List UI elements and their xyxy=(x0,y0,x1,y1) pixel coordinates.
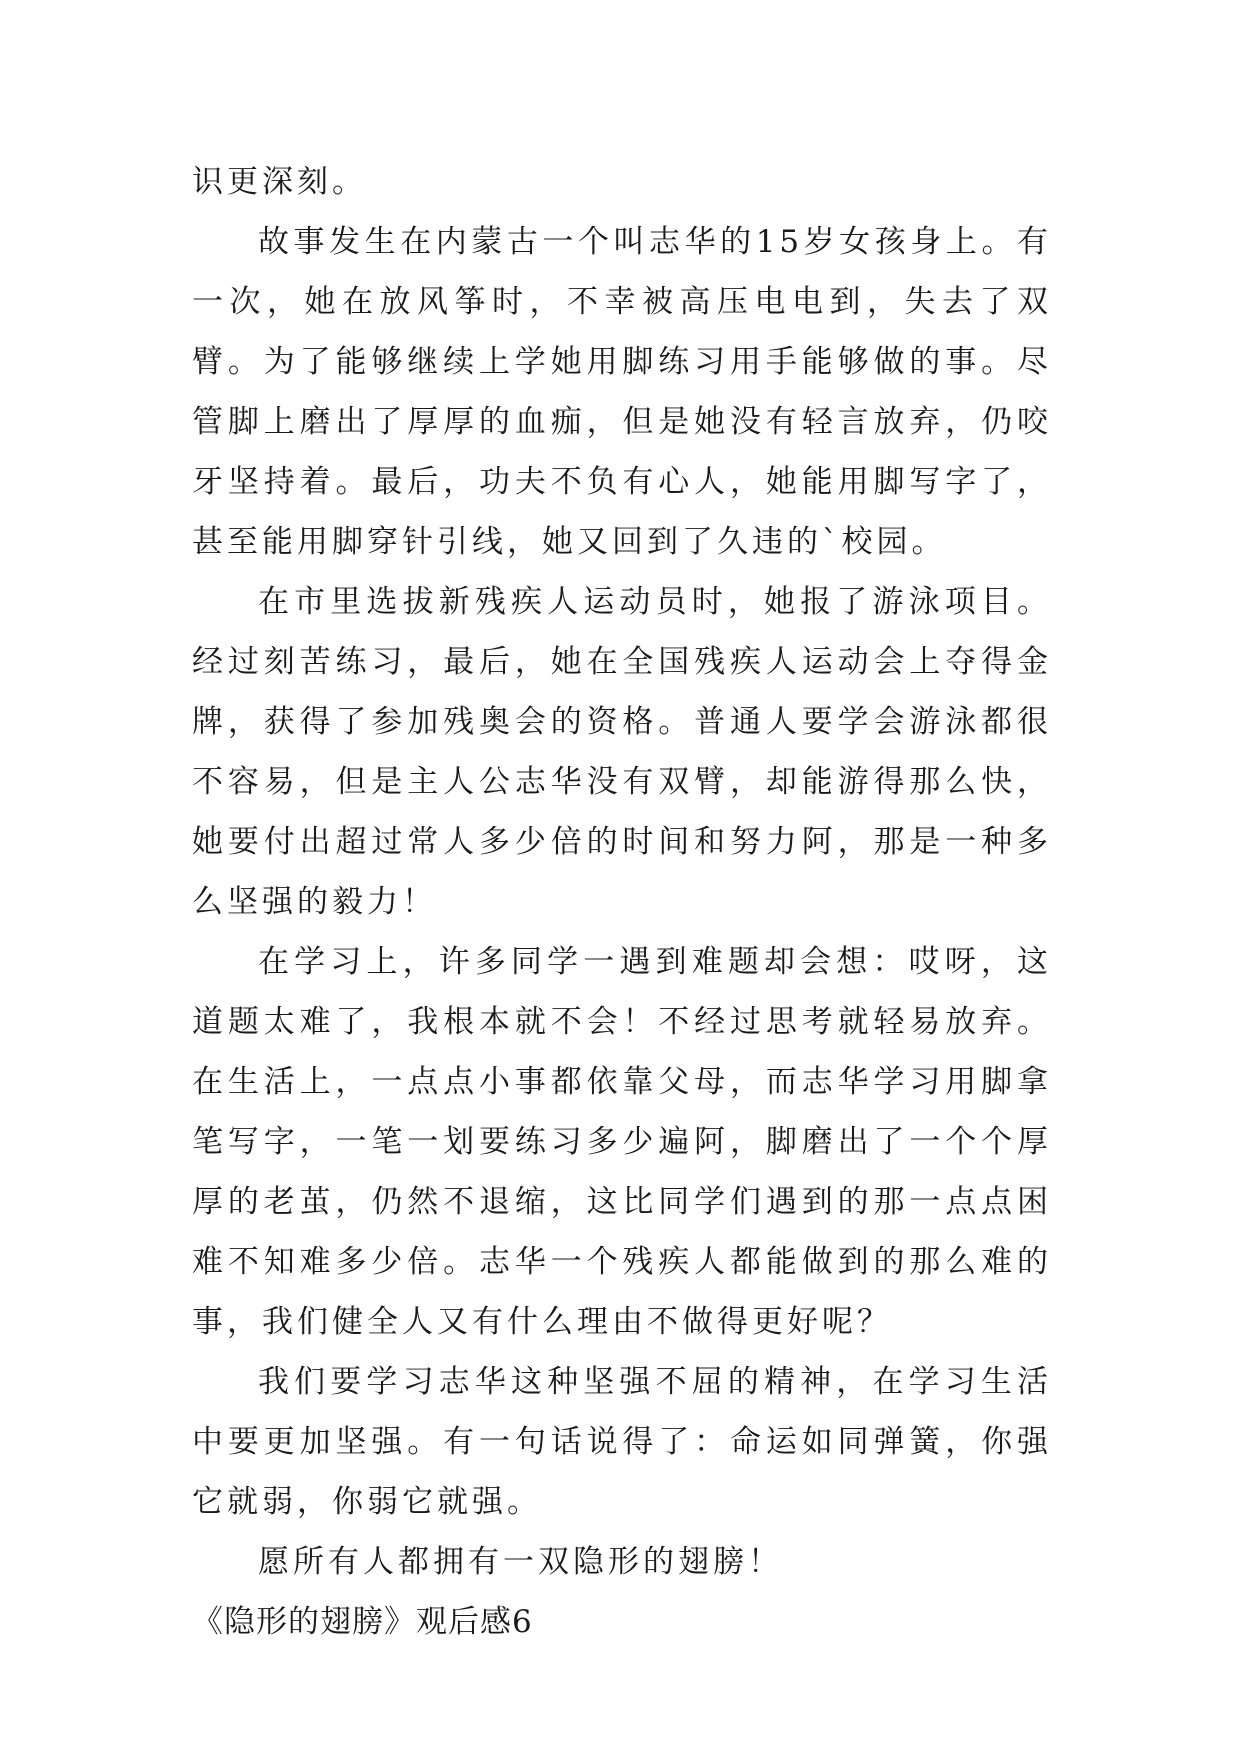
paragraph-story: 故事发生在内蒙古一个叫志华的15岁女孩身上。有一次，她在放风筝时，不幸被高压电电到，失去了双臂。为了能够继续上学她用脚练习用手能够做的事。尽管脚上磨出了厚厚的血痂，但是她没有轻言放弃，仍咬牙坚持着。最后，功夫不负有心人，她能用脚写字了，甚至能用脚穿针引线，她又回到了久违的`校园。 xyxy=(192,224,1052,560)
paragraph-wish: 愿所有人都拥有一双隐形的翅膀！ xyxy=(258,1544,783,1580)
document-body xyxy=(192,152,1052,1652)
paragraph-study-life: 在学习上，许多同学一遇到难题却会想：哎呀，这道题太难了，我根本就不会！不经过思考就轻易放弃。在生活上，一点点小事都依靠父母，而志华学习用脚拿笔写字，一笔一划要练习多少遍阿，脚磨出了一个个厚厚的老茧，仍然不退缩，这比同学们遇到的那一点点困难不知难多少倍。志华一个残疾人都能做到的那么难的事，我们健全人又有什么理由不做得更好呢？ xyxy=(192,944,1052,1340)
paragraph-swimming: 在市里选拔新残疾人运动员时，她报了游泳项目。经过刻苦练习，最后，她在全国残疾人运动会上夺得金牌，获得了参加残奥会的资格。普通人要学会游泳都很不容易，但是主人公志华没有双臂，却能游得那么快，她要付出超过常人多少倍的时间和努力阿，那是一种多么坚强的毅力！ xyxy=(192,584,1052,920)
section-title: 《隐形的翅膀》观后感6 xyxy=(192,1604,533,1640)
paragraph-lesson: 我们要学习志华这种坚强不屈的精神，在学习生活中要更加坚强。有一句话说得了：命运如同弹簧，你强它就弱，你弱它就强。 xyxy=(192,1364,1052,1520)
paragraph-continuation: 识更深刻。 xyxy=(192,164,367,200)
